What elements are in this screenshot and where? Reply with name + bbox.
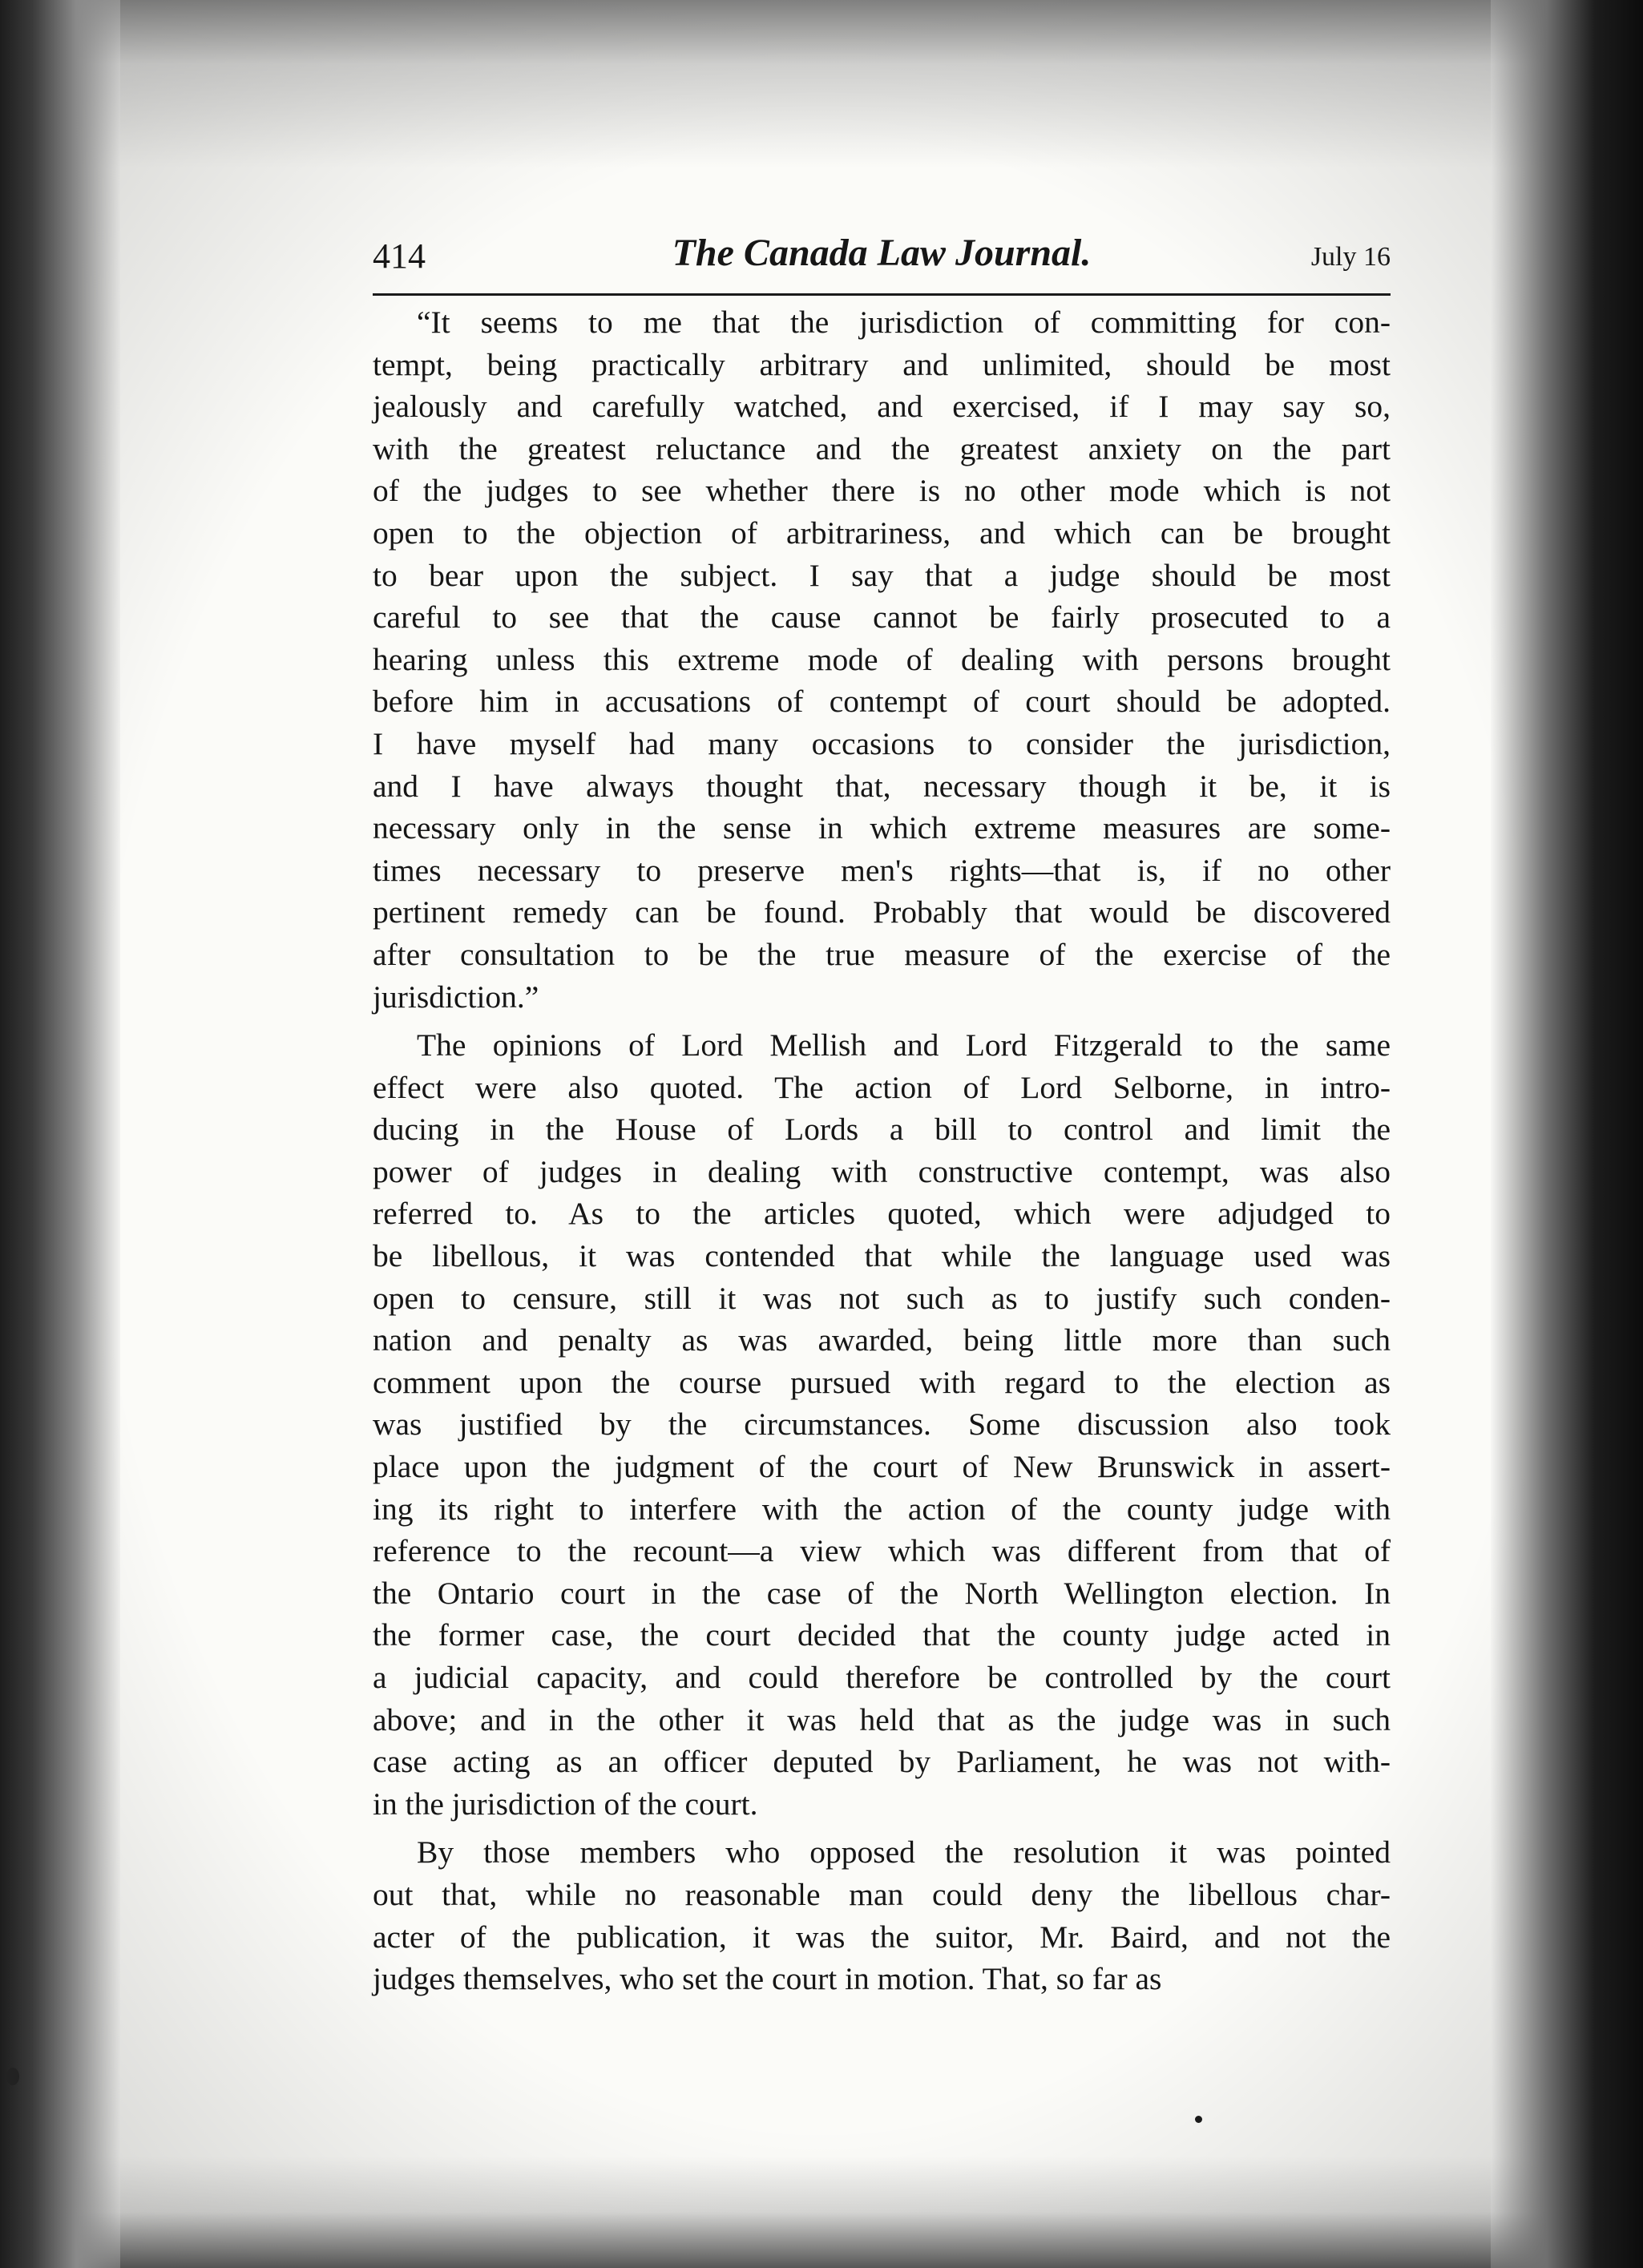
text-line: hearing unless this extreme mode of dealing with persons brought (373, 641, 1391, 677)
text-line: the former case, the court decided that the county judge acted in (373, 1617, 1391, 1653)
text-line: “It seems to me that the jurisdiction of committing for con- (417, 305, 1391, 340)
scan-shadow-top (0, 0, 1643, 168)
paragraph (373, 1831, 1391, 2000)
text-line: out that, while no reasonable man could deny the libellous char- (373, 1876, 1391, 1912)
text-line: of the judges to see whether there is no other mode which is not (373, 473, 1391, 509)
scan-shadow-left (0, 0, 120, 2268)
text-line: referred to. As to the articles quoted, which were adjudged to (373, 1196, 1391, 1232)
text-line: tempt, being practically arbitrary and unlimited, should be most (373, 346, 1391, 382)
text-line: nation and penalty as was awarded, being little more than such (373, 1322, 1391, 1358)
text-line: ing its right to interfere with the action of the county judge with (373, 1491, 1391, 1527)
scan-speck (6, 2068, 19, 2085)
article-body (373, 301, 1391, 2000)
paragraph-gap (373, 1825, 1391, 1831)
text-line: pertinent remedy can be found. Probably that would be discovered (373, 894, 1391, 930)
text-line: after consultation to be the true measure of the exercise of the (373, 936, 1391, 972)
issue-date: July 16 (1310, 242, 1391, 272)
text-line: be libellous, it was contended that while the language used was (373, 1238, 1391, 1274)
paragraph (373, 301, 1391, 1018)
text-line: I have myself had many occasions to consider the jurisdiction, (373, 725, 1391, 761)
ink-dot (1195, 2116, 1202, 2123)
text-line: in the jurisdiction of the court. (373, 1786, 758, 1822)
text-line: effect were also quoted. The action of Lord Selborne, in intro- (373, 1069, 1391, 1105)
text-line: jealously and carefully watched, and exercised, if I may say so, (373, 389, 1391, 425)
text-line: with the greatest reluctance and the greatest anxiety on the part (373, 430, 1391, 466)
paragraph-gap (373, 1018, 1391, 1024)
text-line: a judicial capacity, and could therefore be controlled by the court (373, 1660, 1391, 1695)
text-line: open to the objection of arbitrariness, and which can be brought (373, 515, 1391, 551)
text-line: jurisdiction.” (373, 979, 539, 1015)
text-line: By those members who opposed the resolution it was pointed (417, 1834, 1391, 1870)
text-line: The opinions of Lord Mellish and Lord Fitzgerald to the same (417, 1027, 1391, 1063)
text-line: reference to the recount—a view which was different from that of (373, 1533, 1391, 1569)
text-line: acter of the publication, it was the suitor, Mr. Baird, and not the (373, 1919, 1391, 1955)
text-line: ducing in the House of Lords a bill to control and limit the (373, 1112, 1391, 1148)
text-line: careful to see that the cause cannot be fairly prosecuted to a (373, 599, 1391, 636)
text-line: times necessary to preserve men's rights—that is, if no other (373, 852, 1391, 888)
header-rule (373, 293, 1391, 296)
text-line: the Ontario court in the case of the North Wellington election. In (373, 1575, 1391, 1611)
text-line: was justified by the circumstances. Some discussion also took (373, 1406, 1391, 1443)
page-number: 414 (373, 236, 426, 276)
text-line: power of judges in dealing with constructive contempt, was also (373, 1153, 1391, 1189)
text-line: place upon the judgment of the court of New Brunswick in assert- (373, 1449, 1391, 1485)
text-line: above; and in the other it was held that as the judge was in such (373, 1701, 1391, 1737)
page-header (373, 231, 1391, 290)
text-line: judges themselves, who set the court in motion. That, so far as (373, 1961, 1162, 1997)
text-line: necessary only in the sense in which extreme measures are some- (373, 810, 1391, 846)
text-line: case acting as an officer deputed by Parliament, he was not with- (373, 1744, 1391, 1780)
text-line: and I have always thought that, necessary though it be, it is (373, 768, 1391, 804)
scan-shadow-bottom (0, 2156, 1643, 2268)
text-line: to bear upon the subject. I say that a judge should be most (373, 557, 1391, 593)
journal-title: The Canada Law Journal. (672, 232, 1092, 274)
text-line: before him in accusations of contempt of court should be adopted. (373, 684, 1391, 720)
paragraph (373, 1024, 1391, 1825)
scan-shadow-right (1491, 0, 1643, 2268)
text-line: comment upon the course pursued with regard to the election as (373, 1364, 1391, 1400)
text-line: open to censure, still it was not such as to justify such conden- (373, 1280, 1391, 1316)
